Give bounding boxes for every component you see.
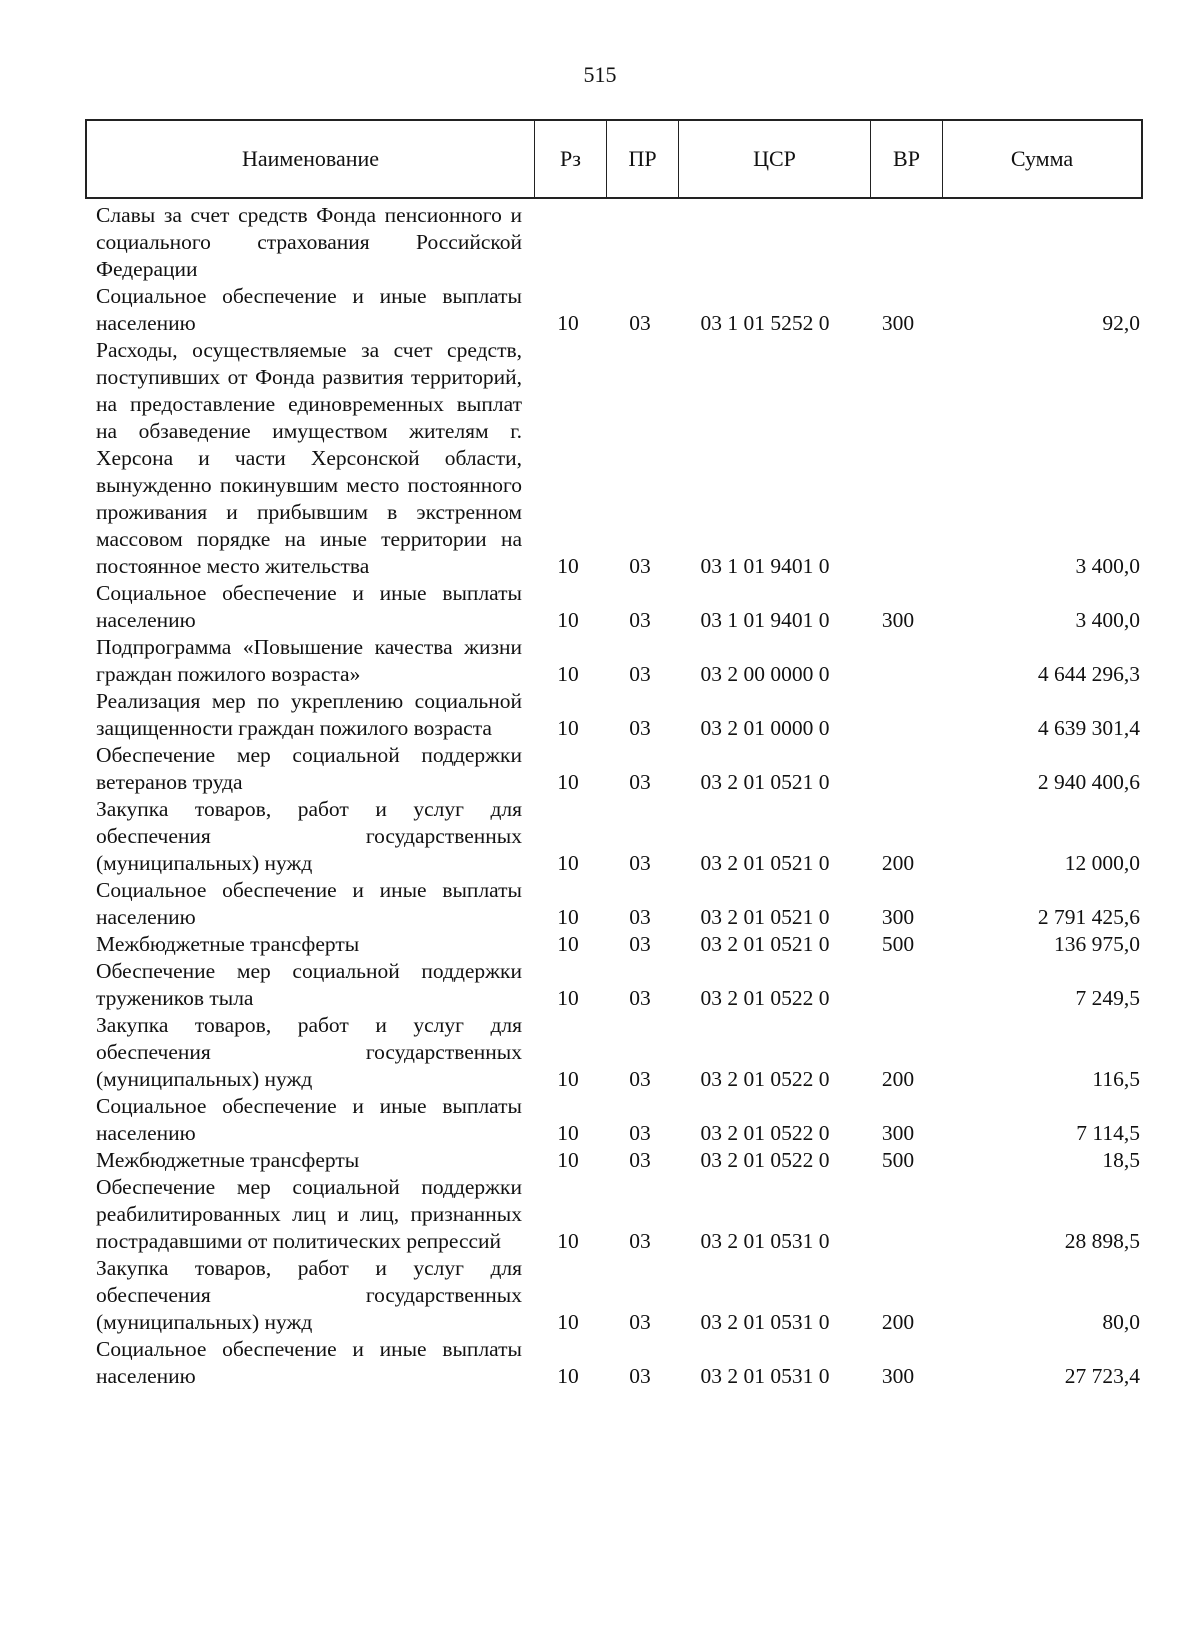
row-csr: 03 2 01 0522 0 <box>700 1148 830 1172</box>
row-pr: 03 <box>629 1121 651 1145</box>
row-csr: 03 2 01 0531 0 <box>700 1364 830 1388</box>
row-csr: 03 2 01 0531 0 <box>700 1310 830 1334</box>
row-rz: 10 <box>557 716 579 740</box>
row-name: Социальное обеспечение и иные выплаты населению <box>96 1337 522 1388</box>
table-row <box>0 337 1200 580</box>
row-sum: 3 400,0 <box>1075 554 1140 578</box>
row-sum: 92,0 <box>1102 311 1140 335</box>
row-csr: 03 2 01 0521 0 <box>700 770 830 794</box>
row-rz: 10 <box>557 851 579 875</box>
row-rz: 10 <box>557 1229 579 1253</box>
row-name: Закупка товаров, работ и услуг для обеспечения государственных (муниципальных) нужд <box>96 797 522 875</box>
row-vr: 300 <box>881 608 915 632</box>
row-csr: 03 2 01 0521 0 <box>700 905 830 929</box>
row-pr: 03 <box>629 608 651 632</box>
table-row <box>0 931 1200 958</box>
row-csr: 03 2 01 0522 0 <box>700 1121 830 1145</box>
row-pr: 03 <box>629 716 651 740</box>
row-rz: 10 <box>557 986 579 1010</box>
row-sum: 28 898,5 <box>1064 1229 1140 1253</box>
row-csr: 03 2 00 0000 0 <box>700 662 830 686</box>
row-rz: 10 <box>557 1310 579 1334</box>
table-row <box>0 283 1200 337</box>
row-csr: 03 2 01 0531 0 <box>700 1229 830 1253</box>
row-csr: 03 1 01 9401 0 <box>700 608 830 632</box>
row-vr: 300 <box>881 905 915 929</box>
row-rz: 10 <box>557 905 579 929</box>
row-rz: 10 <box>557 770 579 794</box>
table-body <box>0 202 1200 1390</box>
row-sum: 2 940 400,6 <box>1037 770 1140 794</box>
row-csr: 03 2 01 0000 0 <box>700 716 830 740</box>
row-name: Обеспечение мер социальной поддержки тружеников тыла <box>96 959 522 1010</box>
row-sum: 7 114,5 <box>1076 1121 1140 1145</box>
row-rz: 10 <box>557 554 579 578</box>
table-row <box>0 1012 1200 1093</box>
row-pr: 03 <box>629 1067 651 1091</box>
table-row <box>0 742 1200 796</box>
row-name: Славы за счет средств Фонда пенсионного и социального страхования Российской Федерации <box>96 203 522 281</box>
header-vr: ВР <box>871 121 943 197</box>
row-pr: 03 <box>629 851 651 875</box>
header-rz: Рз <box>535 121 607 197</box>
row-pr: 03 <box>629 1229 651 1253</box>
row-sum: 4 639 301,4 <box>1037 716 1140 740</box>
row-vr: 500 <box>881 932 915 956</box>
page-number: 515 <box>583 62 617 87</box>
header-sum: Сумма <box>1010 146 1074 171</box>
table-row <box>0 580 1200 634</box>
row-rz: 10 <box>557 1121 579 1145</box>
row-sum: 2 791 425,6 <box>1037 905 1140 929</box>
row-sum: 12 000,0 <box>1064 851 1140 875</box>
row-name: Межбюджетные трансферты <box>96 932 360 956</box>
row-csr: 03 1 01 5252 0 <box>700 311 830 335</box>
row-sum: 4 644 296,3 <box>1037 662 1140 686</box>
header-pr: ПР <box>607 121 679 197</box>
table-row <box>0 1336 1200 1390</box>
table-row <box>0 877 1200 931</box>
row-name: Расходы, осуществляемые за счет средств, поступивших от Фонда развития территорий, на предоставление единовременных выплат на обзаведение имуществом жителям г. Херсона и части Херсонской области, вынужденно покинувшим место постоянного проживания и прибывшим в экстренном массовом порядке на иные территории на постоянное место жительства <box>96 338 522 578</box>
table-row <box>0 796 1200 877</box>
row-sum: 3 400,0 <box>1075 608 1140 632</box>
row-pr: 03 <box>629 905 651 929</box>
row-vr: 200 <box>881 1067 915 1091</box>
row-name: Реализация мер по укреплению социальной защищенности граждан пожилого возраста <box>96 689 522 740</box>
row-rz: 10 <box>557 932 579 956</box>
row-sum: 7 249,5 <box>1075 986 1140 1010</box>
row-name: Социальное обеспечение и иные выплаты населению <box>96 284 522 335</box>
row-pr: 03 <box>629 311 651 335</box>
row-name: Межбюджетные трансферты <box>96 1148 360 1172</box>
table-row <box>0 688 1200 742</box>
row-sum: 80,0 <box>1102 1310 1140 1334</box>
row-rz: 10 <box>557 662 579 686</box>
table-header <box>85 119 1143 199</box>
row-name: Закупка товаров, работ и услуг для обеспечения государственных (муниципальных) нужд <box>96 1013 522 1091</box>
row-vr: 300 <box>881 311 915 335</box>
row-vr: 300 <box>881 1364 915 1388</box>
row-name: Социальное обеспечение и иные выплаты населению <box>96 878 522 929</box>
row-vr: 300 <box>881 1121 915 1145</box>
row-name: Подпрограмма «Повышение качества жизни граждан пожилого возраста» <box>96 635 522 686</box>
table-row <box>0 1255 1200 1336</box>
row-rz: 10 <box>557 1364 579 1388</box>
row-vr: 200 <box>881 851 915 875</box>
row-rz: 10 <box>557 608 579 632</box>
table-row <box>0 1093 1200 1147</box>
table-row <box>0 1174 1200 1255</box>
row-rz: 10 <box>557 1067 579 1091</box>
row-csr: 03 2 01 0521 0 <box>700 932 830 956</box>
row-pr: 03 <box>629 1364 651 1388</box>
table-row <box>0 202 1200 283</box>
row-vr: 200 <box>881 1310 915 1334</box>
row-name: Закупка товаров, работ и услуг для обеспечения государственных (муниципальных) нужд <box>96 1256 522 1334</box>
table-row <box>0 1147 1200 1174</box>
row-sum: 136 975,0 <box>1054 932 1140 956</box>
row-pr: 03 <box>629 662 651 686</box>
row-vr: 500 <box>881 1148 915 1172</box>
header-csr: ЦСР <box>679 121 871 197</box>
row-csr: 03 1 01 9401 0 <box>700 554 830 578</box>
row-csr: 03 2 01 0522 0 <box>700 986 830 1010</box>
row-rz: 10 <box>557 311 579 335</box>
row-rz: 10 <box>557 1148 579 1172</box>
row-pr: 03 <box>629 1310 651 1334</box>
table-row <box>0 634 1200 688</box>
row-csr: 03 2 01 0522 0 <box>700 1067 830 1091</box>
row-pr: 03 <box>629 1148 651 1172</box>
row-name: Социальное обеспечение и иные выплаты населению <box>96 581 522 632</box>
row-name: Обеспечение мер социальной поддержки ветеранов труда <box>96 743 522 794</box>
row-csr: 03 2 01 0521 0 <box>700 851 830 875</box>
row-name: Социальное обеспечение и иные выплаты населению <box>96 1094 522 1145</box>
row-pr: 03 <box>629 554 651 578</box>
table-row <box>0 958 1200 1012</box>
row-pr: 03 <box>629 932 651 956</box>
row-pr: 03 <box>629 986 651 1010</box>
row-sum: 18,5 <box>1102 1148 1140 1172</box>
row-name: Обеспечение мер социальной поддержки реабилитированных лиц и лиц, признанных пострадавшими от политических репрессий <box>96 1175 522 1253</box>
header-name: Наименование <box>87 121 535 197</box>
row-sum: 27 723,4 <box>1064 1364 1140 1388</box>
row-pr: 03 <box>629 770 651 794</box>
row-sum: 116,5 <box>1092 1067 1140 1091</box>
